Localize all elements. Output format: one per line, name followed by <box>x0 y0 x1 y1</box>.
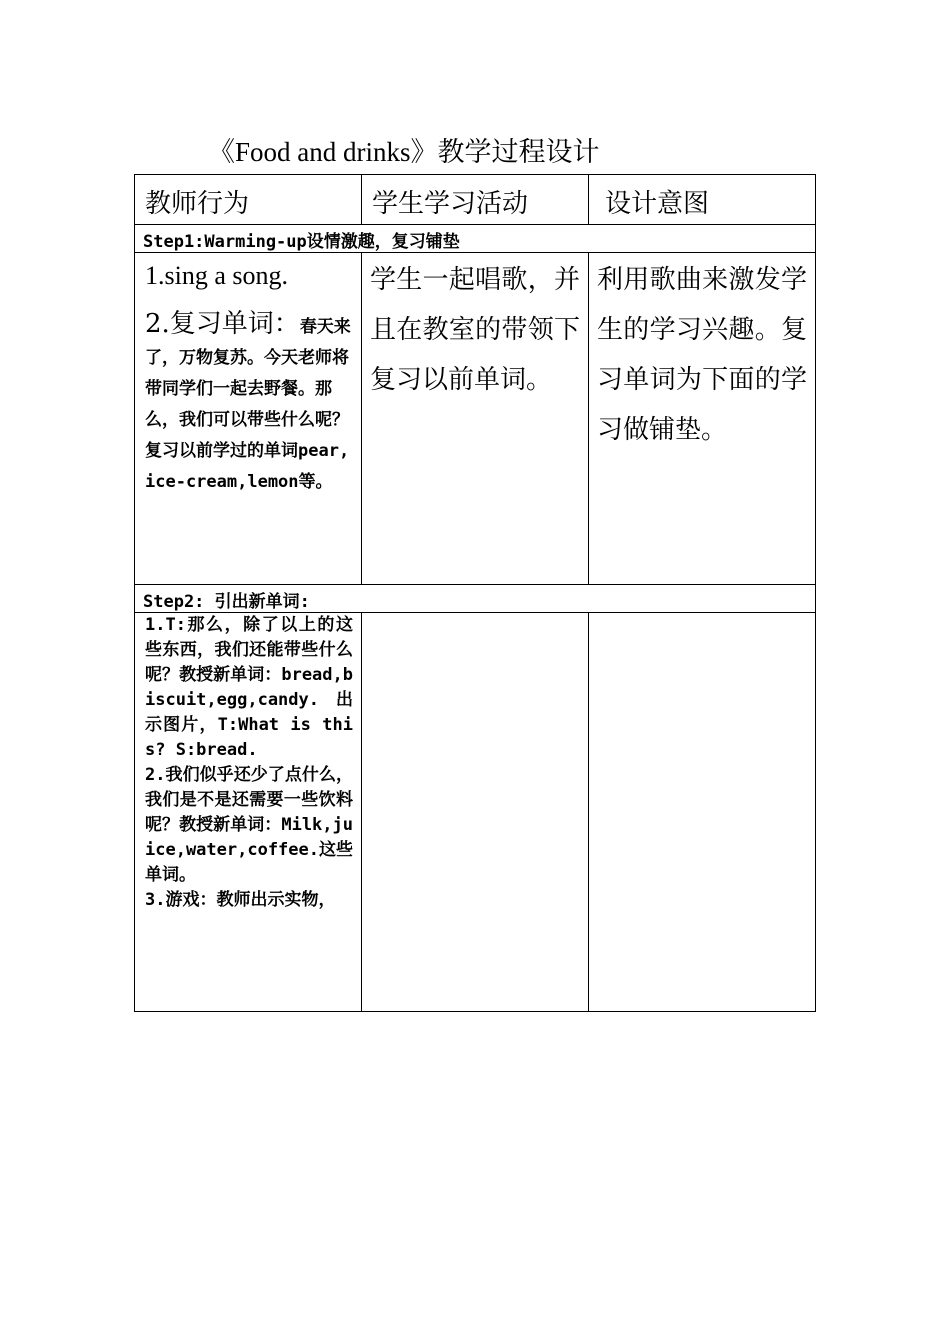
step1-label: Step1:Warming-up设情激趣，复习铺垫 <box>135 225 816 253</box>
step2-line-2: 2.我们似乎还少了点什么，我们是不是还需要一些饮料呢？教授新单词：Milk,juice,water,coffee.这些单词。 <box>145 765 353 885</box>
step2-label: Step2: 引出新单词: <box>135 585 816 613</box>
lesson-plan-table <box>134 174 816 1012</box>
step1-content-row <box>135 253 816 585</box>
step1-intent-cell <box>589 253 816 585</box>
step1-teacher-cell <box>135 253 362 585</box>
step2-student-cell <box>362 613 589 1012</box>
header-intent: 设计意图 <box>589 175 816 225</box>
header-teacher: 教师行为 <box>135 175 362 225</box>
step2-line-3: 3.游戏：教师出示实物， <box>145 890 336 910</box>
step2-content-row <box>135 613 816 1012</box>
header-student: 学生学习活动 <box>362 175 589 225</box>
step2-row <box>135 585 816 613</box>
step1-review-body: 春天来了，万物复苏。今天老师将带同学们一起去野餐。那么，我们可以带些什么呢？复习以前学过的单词pear,ice-cream,lemon等。 <box>145 317 351 492</box>
step1-row <box>135 225 816 253</box>
step2-intent-cell <box>589 613 816 1012</box>
step2-teacher-cell <box>135 613 362 1012</box>
step1-review <box>145 309 353 495</box>
step2-line-1: 1.T:那么，除了以上的这些东西，我们还能带些什么呢？教授新单词：bread,biscuit,egg,candy. 出示图片，T:What is this? S:bread. <box>145 615 353 760</box>
header-row <box>135 175 816 225</box>
step1-song: 1.sing a song. <box>145 261 288 290</box>
page-title: 《Food and drinks》教学过程设计 <box>208 137 600 167</box>
step1-review-head: 2.复习单词： <box>145 309 300 339</box>
step1-intent-text: 利用歌曲来激发学生的学习兴趣。复习单词为下面的学习做铺垫。 <box>597 265 807 445</box>
step1-student-cell <box>362 253 589 585</box>
step1-student-text: 学生一起唱歌，并且在教室的带领下复习以前单词。 <box>370 265 580 395</box>
